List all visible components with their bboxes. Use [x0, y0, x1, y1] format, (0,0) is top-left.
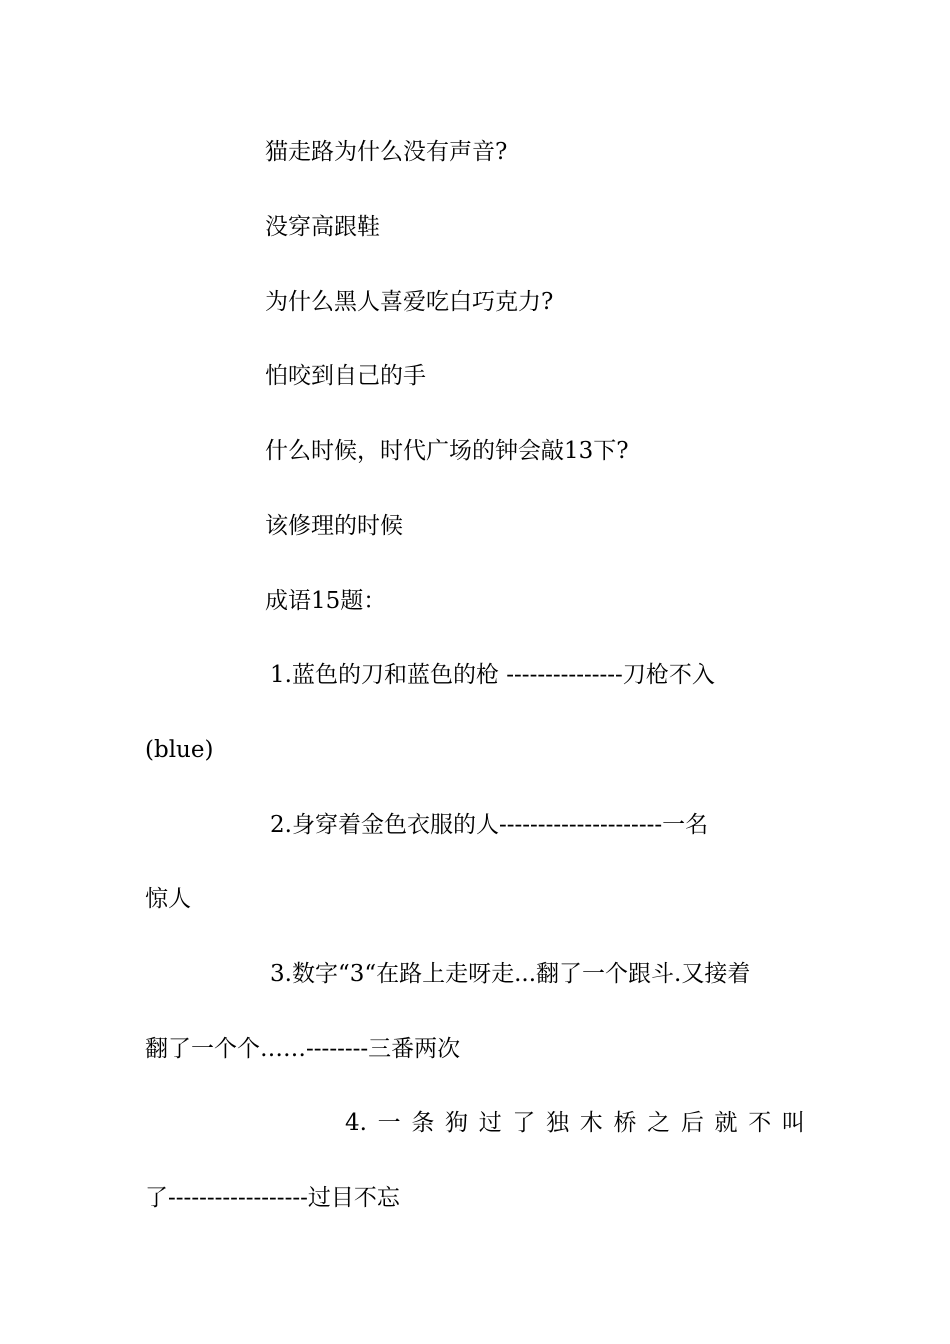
idiom-item-1-line-1: 1.蓝色的刀和蓝色的枪 ---------------刀枪不入: [270, 662, 715, 688]
idiom-item-3-line-2: 翻了一个个……--------三番两次: [145, 1036, 461, 1062]
idiom-item-4-char: 4.: [345, 1110, 367, 1136]
question-1: 猫走路为什么没有声音?: [265, 139, 508, 165]
idiom-item-4-char: 狗: [445, 1110, 469, 1136]
idiom-item-4-char: 就: [714, 1110, 738, 1136]
idiom-item-4-char: 一: [377, 1110, 401, 1136]
idiom-item-2-line-1: 2.身穿着金色衣服的人---------------------一名: [270, 812, 709, 838]
answer-1: 没穿高跟鞋: [265, 214, 380, 240]
question-3: 什么时候，时代广场的钟会敲13下?: [265, 438, 629, 464]
idiom-item-4-char: 过: [478, 1110, 502, 1136]
idiom-item-4-char: 桥: [613, 1110, 637, 1136]
idiom-item-4-char: 后: [680, 1110, 704, 1136]
idiom-item-4-char: 之: [647, 1110, 671, 1136]
idiom-item-4-line-2: 了------------------过目不忘: [145, 1185, 400, 1211]
idiom-item-4-char: 木: [579, 1110, 603, 1136]
idiom-item-4-char: 不: [748, 1110, 772, 1136]
idiom-item-4-char: 叫: [781, 1110, 805, 1136]
idiom-item-1-line-2: (blue): [145, 737, 214, 763]
answer-3: 该修理的时候: [265, 513, 403, 539]
idiom-item-3-line-1: 3.数字“3“在路上走呀走...翻了一个跟斗.又接着: [270, 961, 751, 987]
answer-2: 怕咬到自己的手: [265, 363, 426, 389]
question-2: 为什么黑人喜爱吃白巧克力?: [265, 289, 554, 315]
idiom-item-4-line-1: [345, 1108, 805, 1138]
section-title: 成语15题：: [265, 588, 387, 614]
idiom-item-2-line-2: 惊人: [145, 886, 191, 912]
idiom-item-4-char: 条: [411, 1110, 435, 1136]
idiom-item-4-char: 独: [546, 1110, 570, 1136]
idiom-item-4-char: 了: [512, 1110, 536, 1136]
